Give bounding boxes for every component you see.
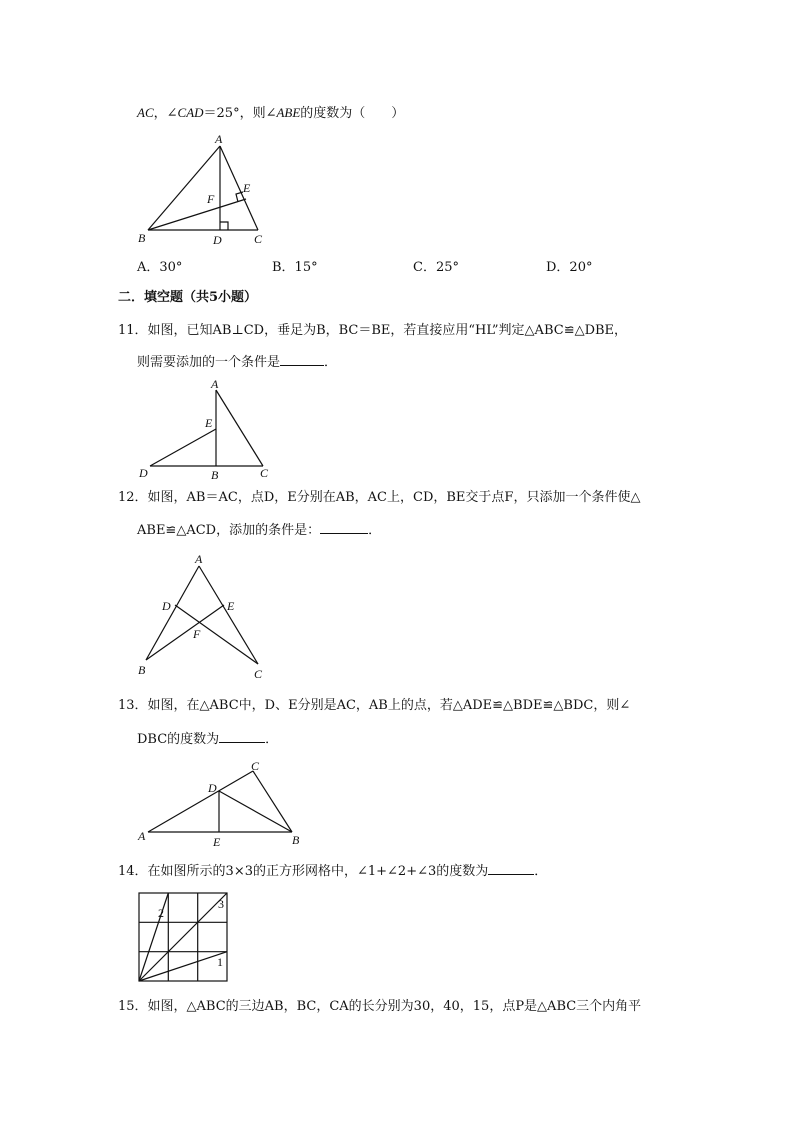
q13-prompt: DBC的度数为	[137, 732, 220, 747]
q13-label-c: C	[251, 759, 260, 773]
q11-label-e: E	[205, 416, 213, 430]
q12-label-a: A	[195, 552, 203, 566]
q13-label-b: B	[292, 833, 300, 847]
q10-text-ac: AC	[137, 105, 154, 120]
q14-end: ．	[534, 864, 548, 879]
q11-end: ．	[324, 355, 338, 370]
q10-label-d: D	[213, 233, 222, 247]
q14-label-angle-3: 3	[218, 897, 224, 911]
q11-prompt: 则需要添加的一个条件是	[137, 355, 281, 370]
q13-line1: 13．如图，在△ABC中，D、E分别是AC，AB上的点，若△ADE≌△BDE≌△BDC，则∠	[118, 698, 631, 713]
q12-prompt: ABE≌△ACD，添加的条件是：	[137, 523, 321, 538]
q10-label-f: F	[207, 192, 215, 206]
q10-text-eq: ＝25°，则∠	[203, 106, 277, 121]
q11-label-d: D	[139, 466, 148, 480]
q14-label-angle-2: 2	[158, 906, 164, 920]
q10-label-b: B	[138, 231, 146, 245]
q12-label-c: C	[254, 667, 263, 681]
q12-line1: 12．如图，AB＝AC，点D，E分别在AB，AC上，CD，BE交于点F，只添加一个条件使△	[118, 490, 641, 505]
q10-text-abe: ABE	[276, 105, 301, 120]
q11-line1: 11．如图，已知AB⊥CD，垂足为B，BC＝BE，若直接应用“HL”判定△ABC≌△DBE，	[118, 323, 628, 338]
q12-end: ．	[368, 523, 382, 538]
q10-label-e: E	[243, 181, 251, 195]
q12-label-d: D	[162, 599, 171, 613]
q10-option-b[interactable]: B．15°	[272, 260, 318, 275]
q10-text-cad: CAD	[177, 105, 204, 120]
q10-option-d[interactable]: D．20°	[546, 260, 593, 275]
q10-option-c[interactable]: C．25°	[413, 260, 459, 275]
q10-label-c: C	[254, 232, 263, 246]
q10-text-ask: 的度数为（ ）	[300, 106, 405, 121]
q11-label-a: A	[211, 377, 219, 391]
q14-label-angle-1: 1	[217, 955, 223, 969]
q12-label-f: F	[193, 627, 201, 641]
q13-label-d: D	[208, 781, 217, 795]
section-title: 二．填空题（共5小题）	[118, 290, 258, 305]
q15-line1: 15．如图，△ABC的三边AB，BC，CA的长分别为30，40，15，点P是△ABC三个内角平	[118, 999, 642, 1014]
q12-label-e: E	[227, 599, 235, 613]
q11-label-b: B	[211, 468, 219, 482]
q10-option-a[interactable]: A．30°	[137, 260, 183, 275]
q10-label-a: A	[215, 132, 223, 146]
q12-label-b: B	[138, 663, 146, 677]
q13-label-e: E	[213, 835, 221, 849]
q11-label-c: C	[260, 466, 269, 480]
q13-end: ．	[265, 732, 279, 747]
q13-label-a: A	[138, 829, 146, 843]
q14-prompt: 14．在如图所示的3×3的正方形网格中，∠1+∠2+∠3的度数为	[118, 864, 489, 879]
q10-text-angle: ，∠	[153, 106, 178, 121]
